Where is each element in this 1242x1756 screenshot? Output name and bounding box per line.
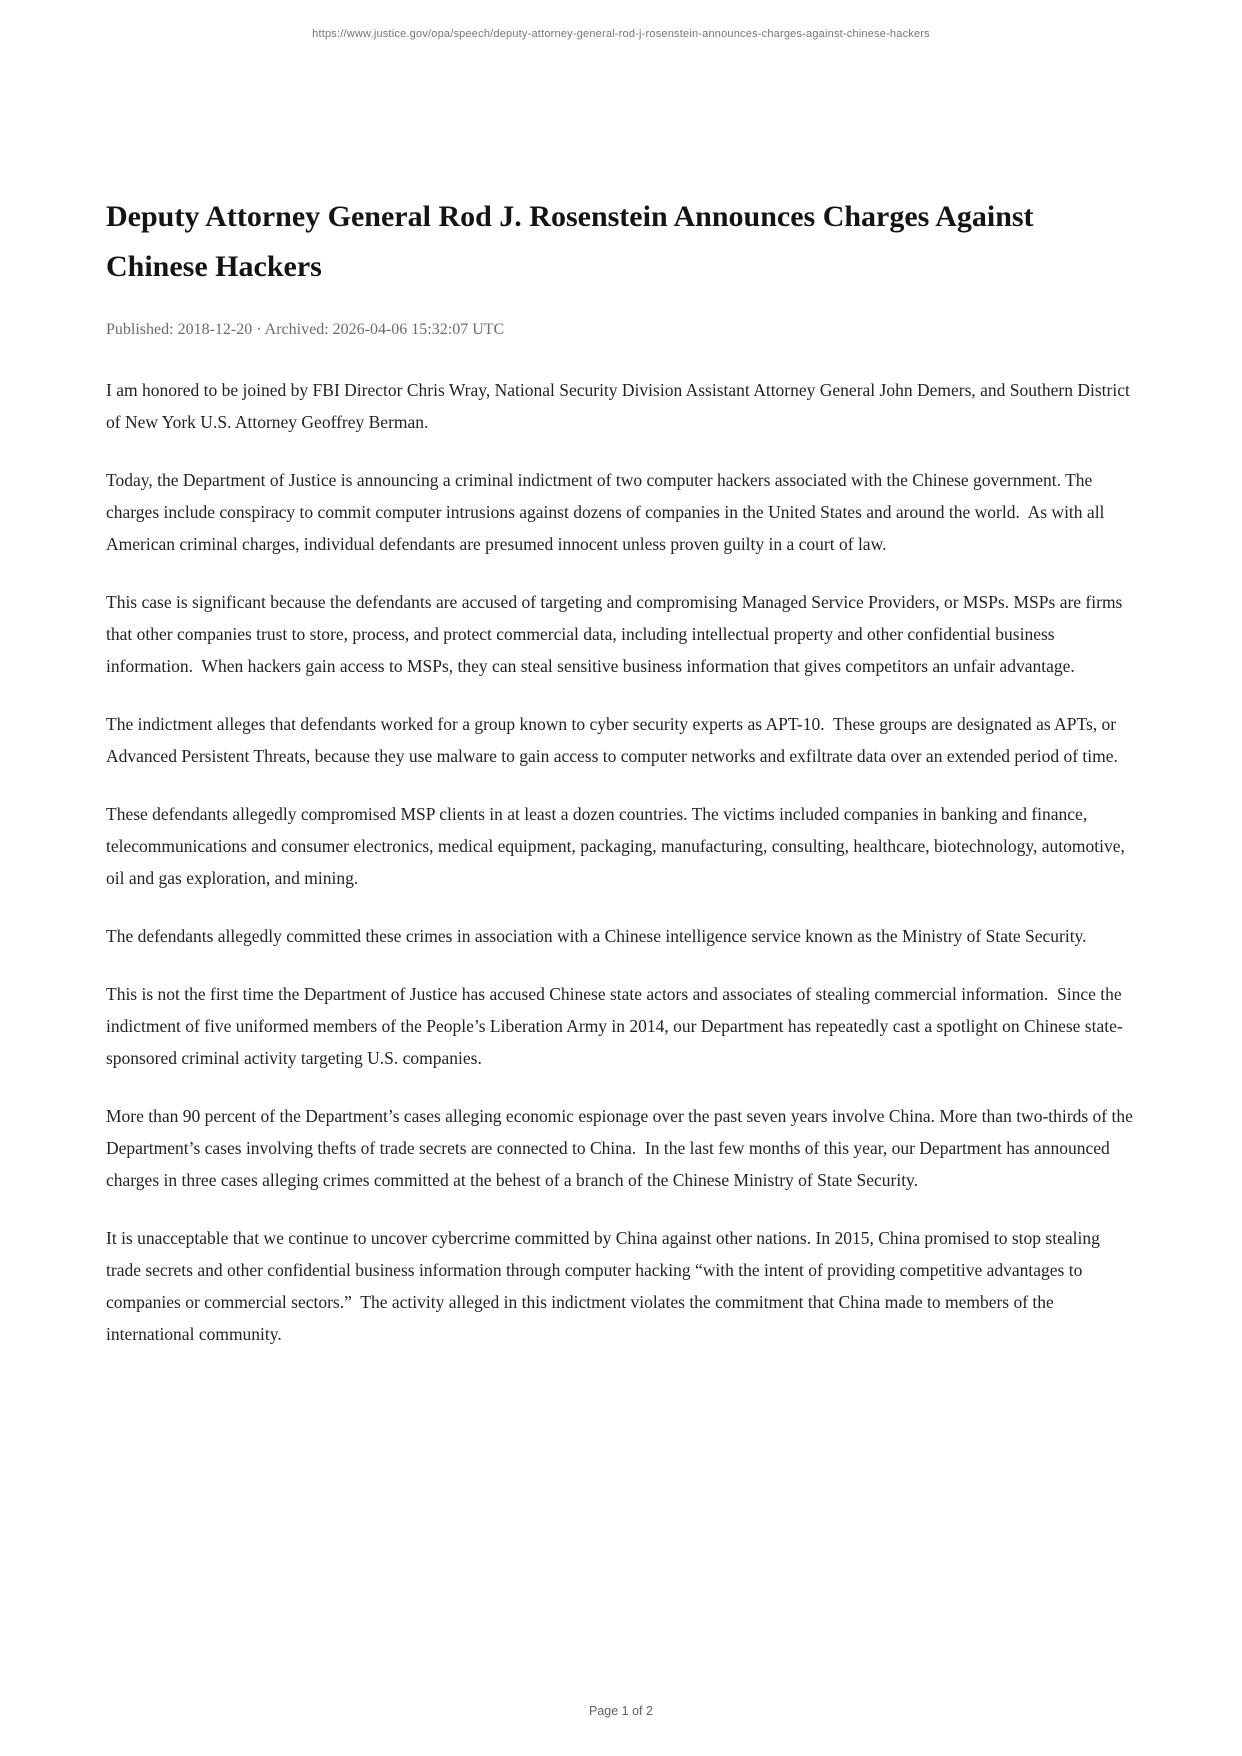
publish-archive-meta: Published: 2018-12-20 · Archived: 2026-04-06 15:32:07 UTC bbox=[106, 321, 505, 338]
article-paragraph: This is not the first time the Department of Justice has accused Chinese state actors and associates of stealing commercial information. Since the indictment of five uniformed members of the People’s Liberation Army in 2014, our Department has repeatedly cast a spotlight on Chinese state-sponsored criminal activity targeting U.S. companies. bbox=[106, 984, 1127, 1068]
article-paragraph: This case is significant because the defendants are accused of targeting and compromising Managed Service Providers, or MSPs. MSPs are firms that other companies trust to store, process, and protect commercial data, including intellectual property and other confidential business information. When hackers gain access to MSPs, they can steal sensitive business information that gives competitors an unfair advantage. bbox=[106, 592, 1127, 676]
article-paragraph: These defendants allegedly compromised MSP clients in at least a dozen countries. The victims included companies in banking and finance, telecommunications and consumer electronics, medical equipment, packaging, manufacturing, consulting, healthcare, biotechnology, automotive, oil and gas exploration, and mining. bbox=[106, 804, 1130, 888]
article-paragraph: The defendants allegedly committed these crimes in association with a Chinese intelligence service known as the Ministry of State Security. bbox=[106, 926, 1087, 946]
print-url-header: https://www.justice.gov/opa/speech/deputy-attorney-general-rod-j-rosenstein-announces-charges-against-chinese-hackers bbox=[312, 28, 930, 40]
article-title: Deputy Attorney General Rod J. Rosenstein Announces Charges Against Chinese Hackers bbox=[106, 200, 1034, 283]
article-paragraph: I am honored to be joined by FBI Director Chris Wray, National Security Division Assistant Attorney General John Demers, and Southern District of New York U.S. Attorney Geoffrey Berman. bbox=[106, 380, 1135, 432]
page-number-footer: Page 1 of 2 bbox=[589, 1704, 653, 1718]
article-paragraph: It is unacceptable that we continue to uncover cybercrime committed by China against other nations. In 2015, China promised to stop stealing trade secrets and other confidential business information through computer hacking “with the intent of providing competitive advantages to companies or commercial sectors.” The activity alleged in this indictment violates the commitment that China made to members of the international community. bbox=[106, 1228, 1105, 1344]
article-paragraph: Today, the Department of Justice is announcing a criminal indictment of two computer hackers associated with the Chinese government. The charges include conspiracy to commit computer intrusions against dozens of companies in the United States and around the world. As with all American criminal charges, individual defendants are presumed innocent unless proven guilty in a court of law. bbox=[106, 470, 1108, 554]
article-paragraph: The indictment alleges that defendants worked for a group known to cyber security experts as APT-10. These groups are designated as APTs, or Advanced Persistent Threats, because they use malware to gain access to computer networks and exfiltrate data over an extended period of time. bbox=[106, 714, 1120, 766]
article-content bbox=[106, 192, 1138, 1376]
article-paragraph: More than 90 percent of the Department’s cases alleging economic espionage over the past seven years involve China. More than two-thirds of the Department’s cases involving thefts of trade secrets are connected to China. In the last few months of this year, our Department has announced charges in three cases alleging crimes committed at the behest of a branch of the Chinese Ministry of State Security. bbox=[106, 1106, 1138, 1190]
